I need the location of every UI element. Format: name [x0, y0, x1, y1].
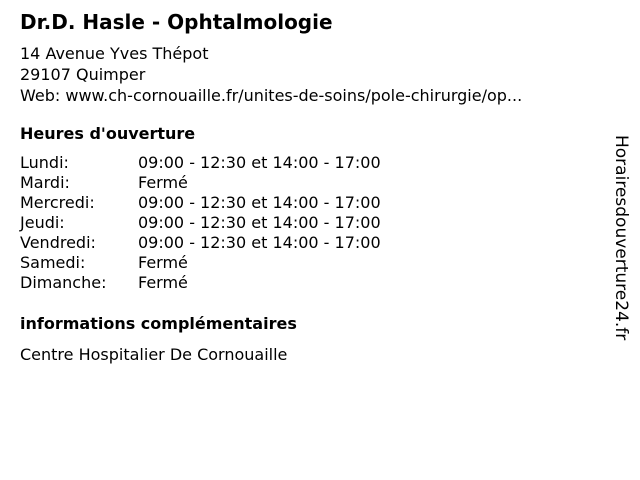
hours-value: 09:00 - 12:30 et 14:00 - 17:00: [138, 233, 381, 252]
hours-row-thursday: [20, 213, 381, 233]
opening-hours-heading: Heures d'ouverture: [20, 124, 196, 143]
hours-value: Fermé: [138, 253, 188, 272]
day-label: Samedi:: [20, 253, 86, 272]
day-label: Mercredi:: [20, 193, 95, 212]
address-block: [20, 43, 522, 106]
day-label: Jeudi:: [20, 213, 65, 232]
day-label: Dimanche:: [20, 273, 107, 292]
hours-value: Fermé: [138, 273, 188, 292]
street-address: 14 Avenue Yves Thépot: [20, 44, 209, 63]
additional-info-heading: informations complémentaires: [20, 314, 297, 333]
city-line: 29107 Quimper: [20, 65, 146, 84]
hours-row-tuesday: [20, 173, 381, 193]
day-label: Mardi:: [20, 173, 70, 192]
website-line[interactable]: Web: www.ch-cornouaille.fr/unites-de-soins/pole-chirurgie/op...: [20, 86, 523, 105]
day-label: Lundi:: [20, 153, 69, 172]
hours-row-friday: [20, 233, 381, 253]
business-name: Dr.D. Hasle - Ophtalmologie: [20, 10, 333, 34]
hours-value: Fermé: [138, 173, 188, 192]
hours-value: 09:00 - 12:30 et 14:00 - 17:00: [138, 193, 381, 212]
additional-info-text: Centre Hospitalier De Cornouaille: [20, 345, 288, 364]
day-label: Vendredi:: [20, 233, 96, 252]
hours-row-saturday: [20, 253, 381, 273]
site-brand-text: Horairesdouverture24.fr: [611, 135, 631, 341]
hours-row-wednesday: [20, 193, 381, 213]
opening-hours-table: [20, 153, 381, 293]
hours-row-sunday: [20, 273, 381, 293]
hours-value: 09:00 - 12:30 et 14:00 - 17:00: [138, 153, 381, 172]
hours-value: 09:00 - 12:30 et 14:00 - 17:00: [138, 213, 381, 232]
site-brand: [611, 135, 631, 345]
hours-row-monday: [20, 153, 381, 173]
